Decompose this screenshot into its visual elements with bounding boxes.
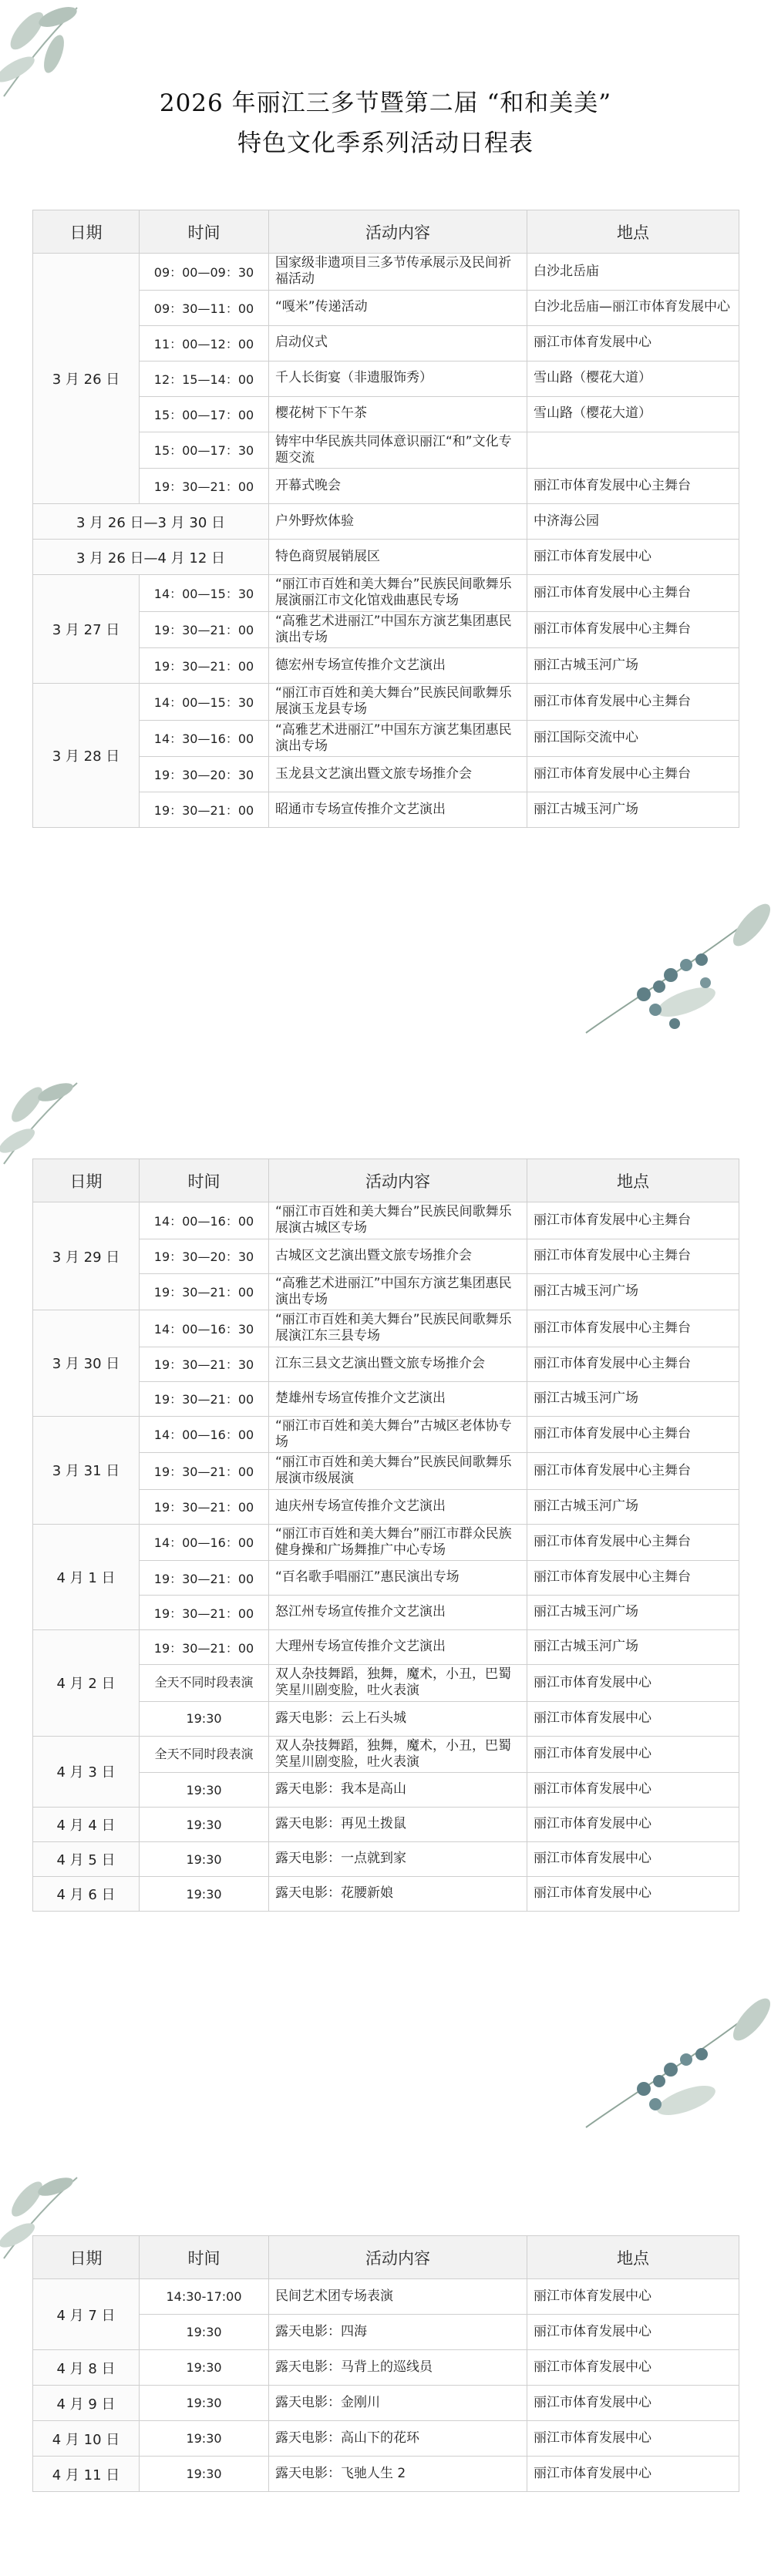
location-cell: 丽江市体育发展中心主舞台	[527, 575, 739, 612]
activity-cell: 双人杂技舞蹈，独舞，魔术，小丑，巴蜀笑星川剧变脸，吐火表演	[269, 1736, 527, 1773]
table-row	[33, 1381, 739, 1416]
table-row	[33, 1701, 739, 1736]
table-row	[33, 540, 739, 575]
time-cell: 19：30—21：00	[140, 611, 269, 648]
time-cell: 14：00—16：00	[140, 1202, 269, 1239]
leaf-decoration-page1-bottom-right	[571, 879, 771, 1064]
location-cell: 丽江市体育发展中心	[527, 1701, 739, 1736]
table-row	[33, 361, 739, 396]
activity-cell: 开幕式晚会	[269, 469, 527, 504]
location-cell	[527, 432, 739, 469]
location-cell: 丽江古城玉河广场	[527, 1381, 739, 1416]
table-row	[33, 1736, 739, 1773]
time-cell: 19:30	[140, 1773, 269, 1808]
location-cell: 丽江市体育发展中心	[527, 2386, 739, 2421]
location-cell: 丽江古城玉河广场	[527, 1596, 739, 1630]
activity-cell: 民间艺术团专场表演	[269, 2279, 527, 2315]
activity-cell: 古城区文艺演出暨文旅专场推介会	[269, 1239, 527, 1273]
activity-cell: “百名歌手唱丽江”惠民演出专场	[269, 1561, 527, 1596]
time-cell: 全天不同时段表演	[140, 1665, 269, 1702]
location-cell: 丽江市体育发展中心	[527, 2457, 739, 2492]
activity-cell: 露天电影：飞驰人生 2	[269, 2457, 527, 2492]
activity-cell: “丽江市百姓和美大舞台”古城区老体协专场	[269, 1416, 527, 1453]
time-cell: 19:30	[140, 1877, 269, 1912]
time-cell: 09：00—09：30	[140, 254, 269, 291]
time-cell: 19：30—21：00	[140, 648, 269, 684]
table-row	[33, 757, 739, 792]
location-cell: 丽江市体育发展中心	[527, 325, 739, 361]
date-cell: 4 月 4 日	[33, 1808, 140, 1842]
header-date: 日期	[33, 210, 140, 254]
activity-cell: 千人长街宴（非遗服饰秀）	[269, 361, 527, 396]
activity-cell: “丽江市百姓和美大舞台”丽江市群众民族健身操和广场舞推广中心专场	[269, 1524, 527, 1561]
table-row	[33, 720, 739, 757]
time-cell: 19：30—21：00	[140, 469, 269, 504]
time-cell: 14:30-17:00	[140, 2279, 269, 2315]
activity-cell: 德宏州专场宣传推介文艺演出	[269, 648, 527, 684]
activity-cell: “高雅艺术进丽江”中国东方演艺集团惠民演出专场	[269, 1273, 527, 1310]
date-cell: 4 月 6 日	[33, 1877, 140, 1912]
table-row	[33, 1596, 739, 1630]
location-cell: 丽江市体育发展中心	[527, 1877, 739, 1912]
date-cell: 3 月 30 日	[33, 1310, 140, 1417]
header-location: 地点	[527, 2236, 739, 2279]
table-row	[33, 290, 739, 325]
date-cell: 4 月 8 日	[33, 2350, 140, 2386]
time-cell: 19：30—21：00	[140, 1453, 269, 1490]
date-cell: 3 月 26 日—3 月 30 日	[33, 504, 269, 540]
location-cell: 丽江市体育发展中心主舞台	[527, 1347, 739, 1381]
activity-cell: 露天电影：花腰新娘	[269, 1877, 527, 1912]
activity-cell: 露天电影：再见土拨鼠	[269, 1808, 527, 1842]
table-row	[33, 1842, 739, 1877]
location-cell: 丽江市体育发展中心	[527, 2279, 739, 2315]
activity-cell: “丽江市百姓和美大舞台”民族民间歌舞乐展演江东三县专场	[269, 1310, 527, 1347]
location-cell: 丽江市体育发展中心主舞台	[527, 684, 739, 721]
location-cell: 丽江国际交流中心	[527, 720, 739, 757]
location-cell: 丽江古城玉河广场	[527, 1489, 739, 1524]
location-cell: 丽江市体育发展中心主舞台	[527, 469, 739, 504]
table-row	[33, 2350, 739, 2386]
leaf-decoration-page2-bottom-right	[571, 1973, 771, 2151]
time-cell: 11：00—12：00	[140, 325, 269, 361]
table-row	[33, 1416, 739, 1453]
header-activity: 活动内容	[269, 1159, 527, 1202]
table-row	[33, 504, 739, 540]
table-row	[33, 648, 739, 684]
table-row	[33, 325, 739, 361]
table-row	[33, 1239, 739, 1273]
header-activity: 活动内容	[269, 210, 527, 254]
table-row	[33, 1489, 739, 1524]
time-cell: 14：00—16：00	[140, 1416, 269, 1453]
time-cell: 19：30—21：00	[140, 1273, 269, 1310]
table-row	[33, 1453, 739, 1490]
date-cell: 3 月 31 日	[33, 1416, 140, 1524]
table-row	[33, 1773, 739, 1808]
activity-cell: 双人杂技舞蹈，独舞，魔术，小丑，巴蜀笑星川剧变脸，吐火表演	[269, 1665, 527, 1702]
activity-cell: “丽江市百姓和美大舞台”民族民间歌舞乐展演古城区专场	[269, 1202, 527, 1239]
date-cell: 4 月 11 日	[33, 2457, 140, 2492]
activity-cell: 玉龙县文艺演出暨文旅专场推介会	[269, 757, 527, 792]
time-cell: 19:30	[140, 2386, 269, 2421]
activity-cell: “丽江市百姓和美大舞台”民族民间歌舞乐展演丽江市文化馆戏曲惠民专场	[269, 575, 527, 612]
activity-cell: 露天电影：四海	[269, 2315, 527, 2350]
location-cell: 丽江市体育发展中心主舞台	[527, 611, 739, 648]
location-cell: 雪山路（樱花大道）	[527, 361, 739, 396]
time-cell: 19:30	[140, 2421, 269, 2457]
date-cell: 3 月 29 日	[33, 1202, 140, 1310]
table-row	[33, 1665, 739, 1702]
date-cell: 3 月 26 日	[33, 254, 140, 504]
table-row	[33, 2457, 739, 2492]
table-row	[33, 469, 739, 504]
schedule-table-part1	[32, 210, 739, 828]
date-cell: 4 月 5 日	[33, 1842, 140, 1877]
location-cell: 雪山路（樱花大道）	[527, 396, 739, 432]
table-row	[33, 1310, 739, 1347]
time-cell: 19：30—21：00	[140, 1596, 269, 1630]
activity-cell: 露天电影：云上石头城	[269, 1701, 527, 1736]
table-row	[33, 1524, 739, 1561]
schedule-table-part2	[32, 1159, 739, 1912]
page-title-line2: 特色文化季系列活动日程表	[237, 129, 534, 157]
time-cell: 14：30—16：00	[140, 720, 269, 757]
date-cell: 3 月 27 日	[33, 575, 140, 684]
location-cell: 白沙北岳庙	[527, 254, 739, 291]
time-cell: 19:30	[140, 1842, 269, 1877]
header-location: 地点	[527, 210, 739, 254]
location-cell: 中济海公园	[527, 504, 739, 540]
time-cell: 15：00—17：30	[140, 432, 269, 469]
date-cell: 4 月 7 日	[33, 2279, 140, 2350]
time-cell: 14：00—15：30	[140, 684, 269, 721]
activity-cell: 迪庆州专场宣传推介文艺演出	[269, 1489, 527, 1524]
time-cell: 19：30—21：00	[140, 1489, 269, 1524]
location-cell: 丽江市体育发展中心	[527, 1736, 739, 1773]
location-cell: 白沙北岳庙—丽江市体育发展中心	[527, 290, 739, 325]
time-cell: 19:30	[140, 2457, 269, 2492]
date-cell: 3 月 28 日	[33, 684, 140, 828]
time-cell: 09：30—11：00	[140, 290, 269, 325]
activity-cell: 露天电影：金刚川	[269, 2386, 527, 2421]
location-cell: 丽江古城玉河广场	[527, 1273, 739, 1310]
header-location: 地点	[527, 1159, 739, 1202]
activity-cell: 露天电影：高山下的花环	[269, 2421, 527, 2457]
time-cell: 14：00—15：30	[140, 575, 269, 612]
location-cell: 丽江市体育发展中心	[527, 540, 739, 575]
table-row	[33, 575, 739, 612]
header-time: 时间	[140, 2236, 269, 2279]
table-row	[33, 396, 739, 432]
table-row	[33, 1273, 739, 1310]
time-cell: 19:30	[140, 1808, 269, 1842]
time-cell: 12：15—14：00	[140, 361, 269, 396]
activity-cell: 昭通市专场宣传推介文艺演出	[269, 792, 527, 828]
activity-cell: 铸牢中华民族共同体意识丽江“和”文化专题交流	[269, 432, 527, 469]
location-cell: 丽江市体育发展中心主舞台	[527, 1202, 739, 1239]
date-cell: 4 月 3 日	[33, 1736, 140, 1808]
table-row	[33, 792, 739, 828]
time-cell: 19:30	[140, 2350, 269, 2386]
header-time: 时间	[140, 1159, 269, 1202]
activity-cell: 怒江州专场宣传推介文艺演出	[269, 1596, 527, 1630]
table-row	[33, 1202, 739, 1239]
activity-cell: “丽江市百姓和美大舞台”民族民间歌舞乐展演玉龙县专场	[269, 684, 527, 721]
location-cell: 丽江市体育发展中心	[527, 1842, 739, 1877]
activity-cell: 楚雄州专场宣传推介文艺演出	[269, 1381, 527, 1416]
location-cell: 丽江古城玉河广场	[527, 792, 739, 828]
table-row	[33, 1630, 739, 1665]
table-row	[33, 1877, 739, 1912]
time-cell: 19：30—20：30	[140, 1239, 269, 1273]
time-cell: 19：30—21：00	[140, 1561, 269, 1596]
time-cell: 14：00—16：00	[140, 1524, 269, 1561]
location-cell: 丽江市体育发展中心主舞台	[527, 1416, 739, 1453]
location-cell: 丽江市体育发展中心主舞台	[527, 1524, 739, 1561]
table-row	[33, 432, 739, 469]
table-row	[33, 2279, 739, 2315]
activity-cell: 大理州专场宣传推介文艺演出	[269, 1630, 527, 1665]
location-cell: 丽江古城玉河广场	[527, 648, 739, 684]
time-cell: 19：30—21：00	[140, 1381, 269, 1416]
time-cell: 19：30—21：00	[140, 1630, 269, 1665]
header-date: 日期	[33, 2236, 140, 2279]
activity-cell: 启动仪式	[269, 325, 527, 361]
location-cell: 丽江市体育发展中心	[527, 2315, 739, 2350]
page-title-line1: 2026 年丽江三多节暨第二届 “和和美美”	[159, 89, 612, 117]
table-row	[33, 2386, 739, 2421]
activity-cell: 露天电影：马背上的巡线员	[269, 2350, 527, 2386]
date-cell: 4 月 1 日	[33, 1524, 140, 1630]
header-date: 日期	[33, 1159, 140, 1202]
location-cell: 丽江市体育发展中心主舞台	[527, 1239, 739, 1273]
activity-cell: “嘎米”传递活动	[269, 290, 527, 325]
activity-cell: “丽江市百姓和美大舞台”民族民间歌舞乐展演市级展演	[269, 1453, 527, 1490]
location-cell: 丽江市体育发展中心主舞台	[527, 1561, 739, 1596]
table-row	[33, 611, 739, 648]
table-row	[33, 2315, 739, 2350]
location-cell: 丽江古城玉河广场	[527, 1630, 739, 1665]
time-cell: 全天不同时段表演	[140, 1736, 269, 1773]
location-cell: 丽江市体育发展中心主舞台	[527, 757, 739, 792]
header-activity: 活动内容	[269, 2236, 527, 2279]
location-cell: 丽江市体育发展中心主舞台	[527, 1453, 739, 1490]
table-row	[33, 1347, 739, 1381]
date-cell: 4 月 2 日	[33, 1630, 140, 1737]
table-row	[33, 1561, 739, 1596]
table-row	[33, 684, 739, 721]
activity-cell: 特色商贸展销展区	[269, 540, 527, 575]
activity-cell: 江东三县文艺演出暨文旅专场推介会	[269, 1347, 527, 1381]
schedule-table-part3	[32, 2235, 739, 2492]
activity-cell: 露天电影：一点就到家	[269, 1842, 527, 1877]
time-cell: 19:30	[140, 1701, 269, 1736]
header-time: 时间	[140, 210, 269, 254]
time-cell: 19：30—21：30	[140, 1347, 269, 1381]
leaf-decoration-page2-top-left	[0, 1075, 85, 1168]
activity-cell: 樱花树下下午茶	[269, 396, 527, 432]
activity-cell: 露天电影：我本是高山	[269, 1773, 527, 1808]
location-cell: 丽江市体育发展中心	[527, 2350, 739, 2386]
time-cell: 14：00—16：30	[140, 1310, 269, 1347]
activity-cell: 国家级非遗项目三多节传承展示及民间祈福活动	[269, 254, 527, 291]
location-cell: 丽江市体育发展中心	[527, 1773, 739, 1808]
table-row	[33, 2421, 739, 2457]
table-row	[33, 1808, 739, 1842]
time-cell: 15：00—17：00	[140, 396, 269, 432]
location-cell: 丽江市体育发展中心	[527, 2421, 739, 2457]
time-cell: 19:30	[140, 2315, 269, 2350]
time-cell: 19：30—20：30	[140, 757, 269, 792]
location-cell: 丽江市体育发展中心主舞台	[527, 1310, 739, 1347]
date-cell: 3 月 26 日—4 月 12 日	[33, 540, 269, 575]
activity-cell: “高雅艺术进丽江”中国东方演艺集团惠民演出专场	[269, 611, 527, 648]
activity-cell: 户外野炊体验	[269, 504, 527, 540]
table-row	[33, 254, 739, 291]
activity-cell: “高雅艺术进丽江”中国东方演艺集团惠民演出专场	[269, 720, 527, 757]
location-cell: 丽江市体育发展中心	[527, 1808, 739, 1842]
date-cell: 4 月 10 日	[33, 2421, 140, 2457]
location-cell: 丽江市体育发展中心	[527, 1665, 739, 1702]
date-cell: 4 月 9 日	[33, 2386, 140, 2421]
time-cell: 19：30—21：00	[140, 792, 269, 828]
